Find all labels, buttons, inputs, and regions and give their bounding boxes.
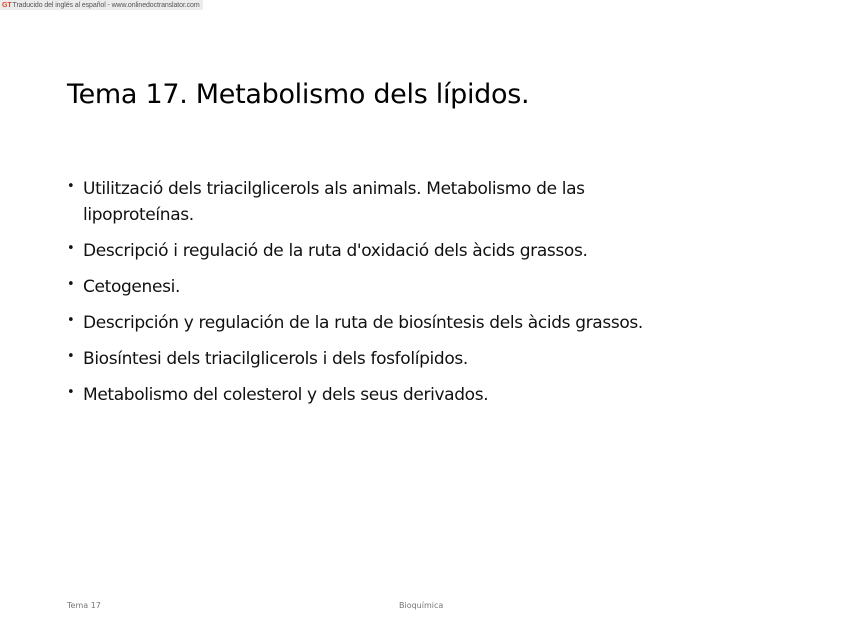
translator-logo: GT [2, 1, 12, 9]
topic-text: Descripció i regulació de la ruta d'oxidació dels àcids grassos. [83, 241, 588, 261]
translator-watermark [0, 0, 203, 10]
topic-text: Utilització dels triacilglicerols als animals. Metabolismo de las lipoproteínas. [83, 179, 585, 225]
topic-item [67, 310, 707, 336]
topic-item [67, 274, 707, 300]
bullet-icon: • [67, 313, 75, 328]
footer-course: Bioquímica [399, 601, 444, 610]
footer-topic: Tema 17 [67, 601, 101, 610]
bullet-icon: • [67, 385, 75, 400]
topic-item [67, 382, 707, 408]
topic-item [67, 176, 683, 228]
topic-text: Metabolismo del colesterol y dels seus derivados. [83, 385, 489, 405]
bullet-icon: • [67, 349, 75, 364]
topic-text: Descripción y regulación de la ruta de biosíntesis dels àcids grassos. [83, 313, 643, 333]
topic-text: Cetogenesi. [83, 277, 181, 297]
topic-item [67, 346, 707, 372]
bullet-icon: • [67, 277, 75, 292]
bullet-icon: • [67, 241, 75, 256]
topic-item [67, 238, 707, 264]
topic-list [67, 176, 707, 418]
bullet-icon: • [67, 179, 75, 194]
topic-text: Biosíntesi dels triacilglicerols i dels fosfolípidos. [83, 349, 468, 369]
slide-title: Tema 17. Metabolismo dels lípidos. [67, 79, 530, 110]
watermark-text: Traducido del inglés al español - www.onlinedoctranslator.com [12, 1, 200, 9]
